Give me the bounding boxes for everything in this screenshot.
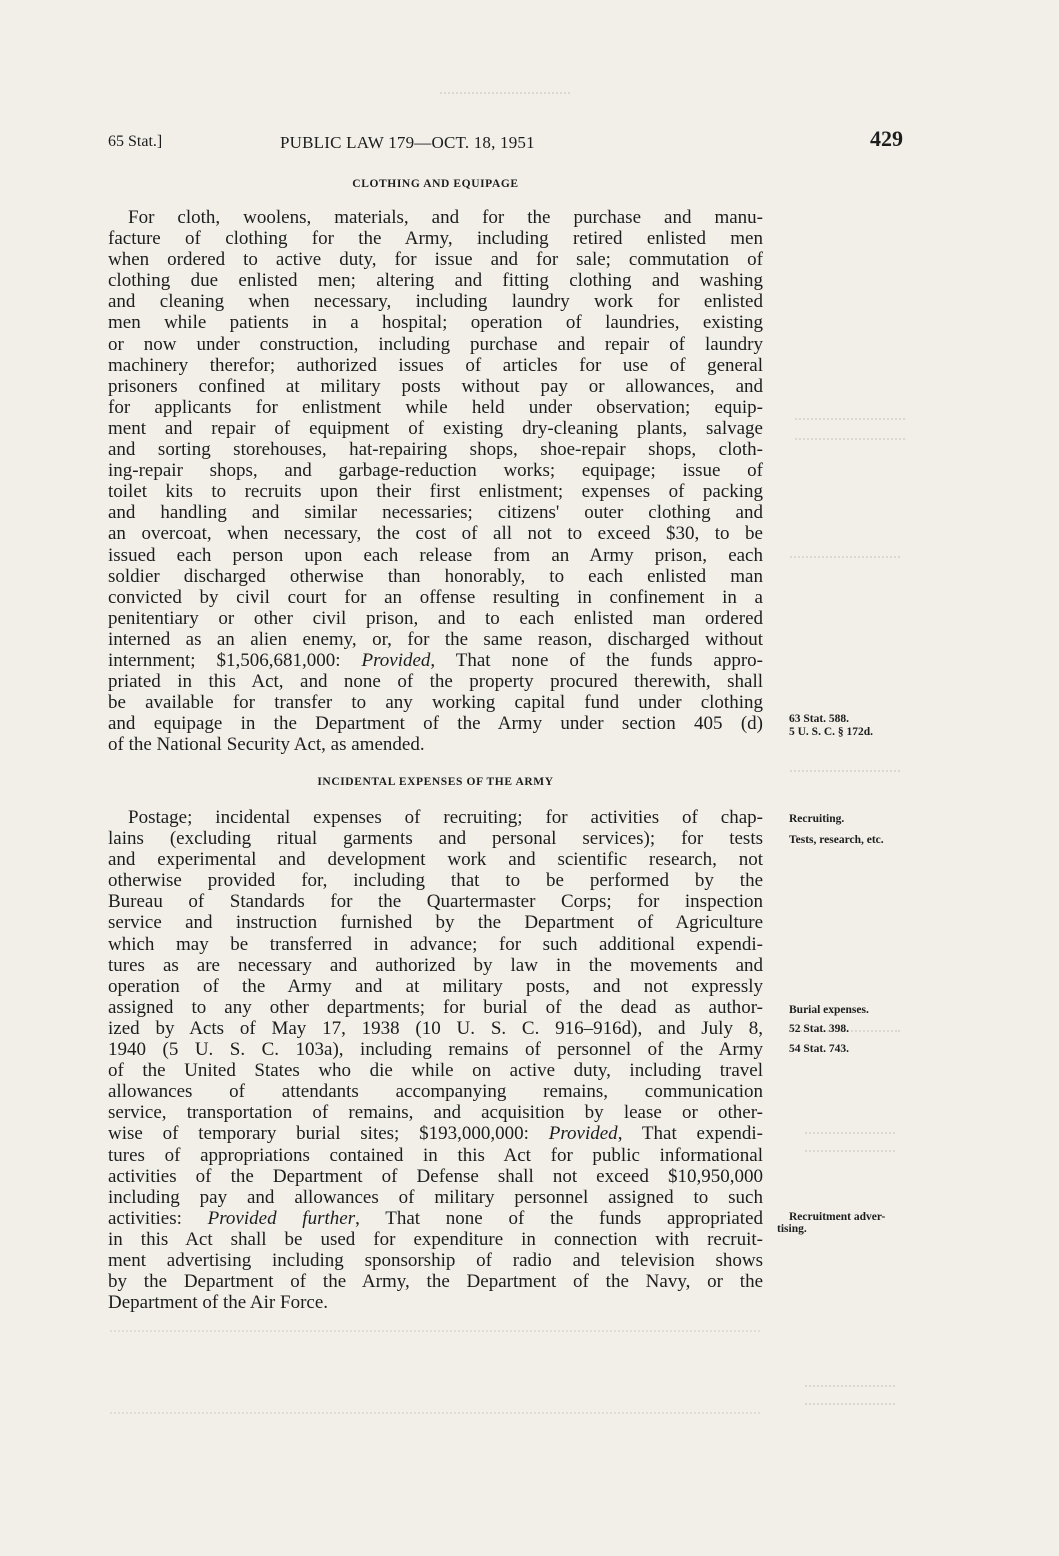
text-line: and experimental and development work and scientific research, not <box>108 849 763 871</box>
text-line: when ordered to active duty, for issue and for sale; commutation of <box>108 249 763 271</box>
text-line: Department of the Air Force. <box>108 1292 329 1314</box>
text-line: of the United States who die while on active duty, including travel <box>108 1060 763 1082</box>
stat-volume-label: 65 Stat.] <box>108 133 163 150</box>
show-through-artifact <box>440 92 570 102</box>
text-line: lains (excluding ritual garments and personal services); for tests <box>108 828 763 850</box>
text-line: For cloth, woolens, materials, and for the purchase and manu- <box>128 207 763 228</box>
text-line: tures as are necessary and authorized by law in the movements and <box>108 954 763 976</box>
margin-citation: 5 U. S. C. § 172d. <box>789 726 874 738</box>
text-line: facture of clothing for the Army, including retired enlisted men <box>108 228 763 250</box>
text-line: an overcoat, when necessary, the cost of all not to exceed $30, to be <box>108 523 763 545</box>
text-line: and sorting storehouses, hat-repairing shops, shoe-repair shops, cloth- <box>108 439 763 461</box>
text-line: and handling and similar necessaries; citizens' outer clothing and <box>108 502 763 524</box>
proviso-italic: Provided further <box>207 1207 356 1229</box>
text-line: convicted by civil court for an offense resulting in confinement in a <box>108 586 763 608</box>
text-line: assigned to any other departments; for burial of the dead as author- <box>108 996 763 1018</box>
text-line: machinery therefor; authorized issues of articles for use of general <box>108 354 763 376</box>
margin-citation: 52 Stat. 398. <box>789 1023 850 1035</box>
show-through-artifact <box>805 1385 895 1405</box>
margin-citation: 54 Stat. 743. <box>789 1043 850 1055</box>
margin-note: tising. <box>777 1223 807 1235</box>
text-fragment: activities: <box>108 1207 208 1229</box>
text-line: ing-repair shops, and garbage-reduction works; equipage; issue of <box>108 460 763 482</box>
text-line: and cleaning when necessary, including laundry work for enlisted <box>108 291 763 313</box>
text-line: activities of the Department of Defense shall not exceed $10,950,000 <box>108 1165 763 1187</box>
show-through-artifact <box>790 556 900 564</box>
show-through-artifact <box>110 1330 760 1414</box>
text-fragment: internment; $1,506,681,000: <box>108 649 362 671</box>
text-line: interned as an alien enemy, or, for the same reason, discharged without <box>108 628 763 650</box>
text-line: allowances of attendants accompanying remains, communication <box>108 1081 763 1103</box>
text-line: tures of appropriations contained in this Act for public informational <box>108 1144 763 1166</box>
running-title: PUBLIC LAW 179—OCT. 18, 1951 <box>280 133 535 152</box>
margin-note: Burial expenses. <box>789 1004 869 1016</box>
section-heading: CLOTHING AND EQUIPAGE <box>352 178 519 190</box>
text-line: penitentiary or other civil prison, and to each enlisted man ordered <box>108 607 763 629</box>
margin-note: Recruitment adver- <box>789 1211 886 1223</box>
text-fragment: , That none of the funds appro- <box>430 649 763 671</box>
text-line: operation of the Army and at military posts, and not expressly <box>108 975 763 997</box>
text-line: including pay and allowances of military personnel assigned to such <box>108 1186 763 1208</box>
text-line: clothing due enlisted men; altering and fitting clothing and washing <box>108 270 763 292</box>
proviso-italic: Provided <box>548 1123 618 1145</box>
text-line <box>108 650 763 671</box>
page-number: 429 <box>870 126 903 151</box>
text-line: otherwise provided for, including that to be performed by the <box>108 870 763 892</box>
text-line: be available for transfer to any working capital fund under clothing <box>108 692 763 714</box>
text-line: of the National Security Act, as amended. <box>108 734 425 756</box>
text-line: by the Department of the Army, the Department of the Navy, or the <box>108 1271 763 1293</box>
text-line: service and instruction furnished by the Department of Agriculture <box>108 912 763 934</box>
text-fragment: , That expendi- <box>617 1123 763 1145</box>
text-line: prisoners confined at military posts without pay or allowances, and <box>108 375 763 397</box>
text-line: service, transportation of remains, and acquisition by lease or other- <box>108 1102 763 1124</box>
section-heading: INCIDENTAL EXPENSES OF THE ARMY <box>317 776 554 788</box>
text-line: and equipage in the Department of the Army under section 405 (d) <box>108 713 763 735</box>
text-line <box>108 1208 763 1229</box>
margin-note: Recruiting. <box>789 813 845 825</box>
show-through-artifact <box>795 418 905 440</box>
text-line: which may be transferred in advance; for such additional expendi- <box>108 933 763 955</box>
text-line: toilet kits to recruits upon their first enlistment; expenses of packing <box>108 481 763 503</box>
text-line: issued each person upon each release from an Army prison, each <box>108 544 763 566</box>
proviso-italic: Provided <box>361 649 431 671</box>
margin-note: Tests, research, etc. <box>789 834 884 846</box>
text-line: or now under construction, including purchase and repair of laundry <box>108 333 763 355</box>
show-through-artifact <box>805 1132 895 1152</box>
text-line: ment and repair of equipment of existing dry-cleaning plants, salvage <box>108 417 763 439</box>
text-fragment: , That none of the funds appropriated <box>355 1207 763 1229</box>
margin-citation: 63 Stat. 588. <box>789 713 850 725</box>
section-paragraph <box>108 207 763 755</box>
text-line: ment advertising including sponsorship of radio and television shows <box>108 1249 763 1271</box>
text-line: for applicants for enlistment while held under observation; equip- <box>108 396 763 418</box>
text-line: ized by Acts of May 17, 1938 (10 U. S. C. 916–916d), and July 8, <box>108 1017 763 1039</box>
text-fragment: wise of temporary burial sites; $193,000,000: <box>108 1123 549 1145</box>
text-line: Postage; incidental expenses of recruiting; for activities of chap- <box>128 807 763 828</box>
text-line: soldier discharged otherwise than honorably, to each enlisted man <box>108 565 763 587</box>
text-line <box>108 1123 763 1144</box>
text-line: men while patients in a hospital; operation of laundries, existing <box>108 312 763 334</box>
text-line: Bureau of Standards for the Quartermaster Corps; for inspection <box>108 891 763 913</box>
text-line: in this Act shall be used for expenditure in connection with recruit- <box>108 1228 763 1250</box>
section-paragraph <box>108 807 763 1313</box>
text-line: priated in this Act, and none of the property procured therewith, shall <box>108 671 763 693</box>
show-through-artifact <box>790 770 900 778</box>
text-line: 1940 (5 U. S. C. 103a), including remains of personnel of the Army <box>108 1039 763 1061</box>
